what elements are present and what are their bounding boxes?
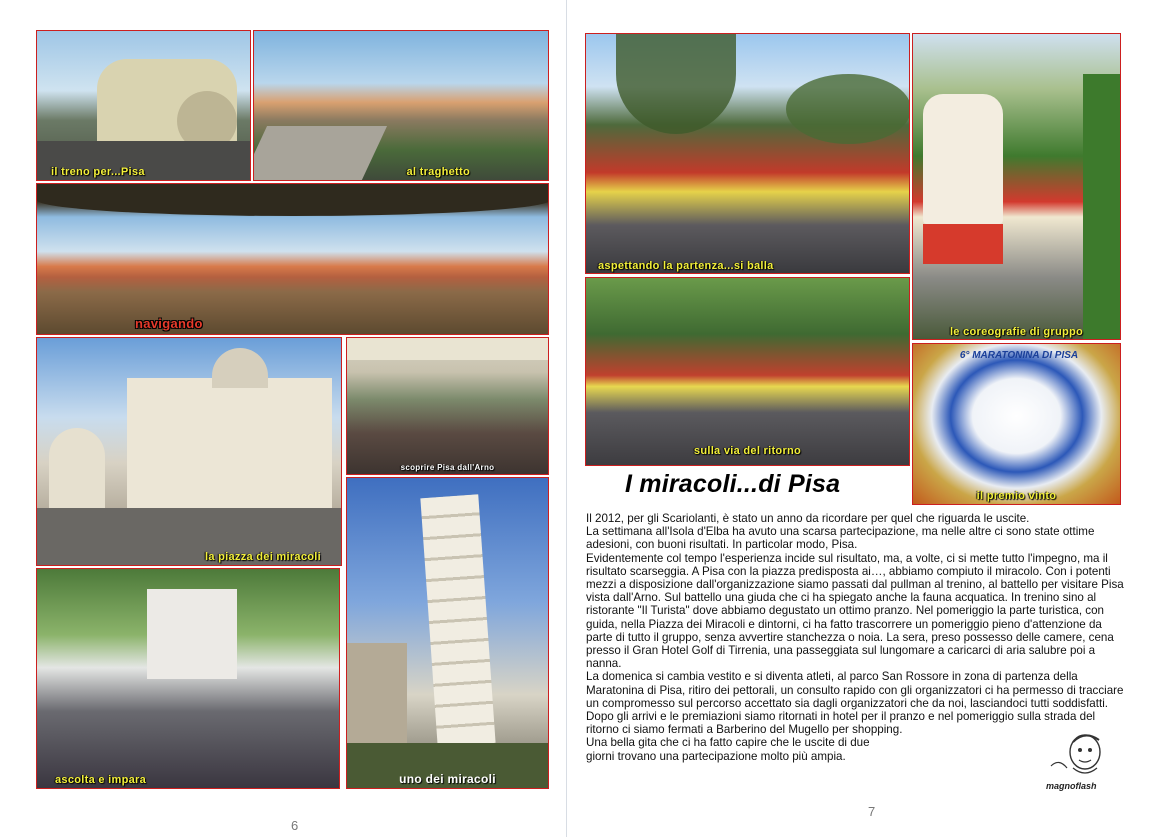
page-title: I miracoli...di Pisa <box>625 470 841 498</box>
right-page <box>567 0 1151 837</box>
photo-coreografie <box>912 33 1121 340</box>
page-number: 6 <box>291 818 299 833</box>
photo-traghetto <box>253 30 549 181</box>
article-paragraph: Il 2012, per gli Scariolanti, è stato un anno da ricordare per quel che riguarda le uscite. <box>586 512 1030 525</box>
article-paragraph: La domenica si cambia vestito e si diventa atleti, al parco San Rossore in zona di partenza della Maratonina di Pisa, ritiro dei pettorali, un consulto rapido con gli organizzatori ci ha permesso di tracciare un compromesso sul percorso accettato sia dagli organizzatori che da noi, lasciandoci tutti soddisfatti. Dopo gli arrivi e le premiazioni siamo ritornati in hotel per il pranzo e nel pomeriggio sulla strada del ritorno ci siamo fermati a Barberino del Mugello per shopping. <box>586 670 1124 737</box>
caption: al traghetto <box>406 166 470 178</box>
caption: il premio vinto <box>976 490 1057 502</box>
photo-partenza <box>585 33 910 274</box>
caption: aspettando la partenza...si balla <box>598 260 774 272</box>
article-paragraph: giorni trovano una partecipazione molto più ampia. <box>586 749 846 763</box>
article-paragraph: Una bella gita che ci ha fatto capire che le uscite di due <box>586 736 870 750</box>
caption: uno dei miracoli <box>399 772 496 786</box>
caricature-icon <box>1045 728 1115 783</box>
photo-battello <box>346 337 549 475</box>
article-body <box>586 512 1131 763</box>
caption: la piazza dei miracoli <box>204 551 321 563</box>
photo-ascolta <box>36 568 340 789</box>
page-number: 7 <box>868 804 876 819</box>
article-paragraph: La settimana all'Isola d'Elba ha avuto una scarsa partecipazione, ma nelle altre ci sono state ottime adesioni, con buoni risultati. In particolar modo, Pisa. <box>586 525 1095 552</box>
vase-label: 6° MARATONINA DI PISA <box>959 350 1079 361</box>
photo-ritorno <box>585 277 910 466</box>
photo-navigando <box>36 183 549 335</box>
photo-premio <box>912 343 1121 505</box>
left-page <box>0 0 567 837</box>
photo-treno <box>36 30 251 181</box>
caption: il treno per...Pisa <box>51 166 145 178</box>
caption: navigando <box>135 316 203 331</box>
caption: ascolta e impara <box>55 774 147 786</box>
caption: sulla via del ritorno <box>693 445 802 457</box>
photo-piazza <box>36 337 342 566</box>
article-paragraph: Evidentemente col tempo l'esperienza incide sul risultato, ma, a volte, ci si mette tutto l'impegno, ma il risultato scarseggia. A Pisa con la piazza predisposta ai…, abbiamo compiuto il miracolo. Con i potenti mezzi a disposizione dall'organizzazione siamo passati dal pullman al trenino, al battello per visitare Pisa vista dall'Arno. Sul battello una giuda che ci ha spiegato anche la fauna acquatica. In trenino sino al ristorante "Il Turista" dove abbiamo degustato un ottimo pranzo. Nel pomeriggio la parte turistica, con guida, nella Piazza dei Miracoli e dintorni, ci ha fatto trascorrere un pomeriggio pieno d'attenzione da parte di tutto il gruppo, senza avvertire stanchezza o noia. La sera, preso possesso delle camere, cena presso il Gran Hotel Golf di Tirrenia, una passeggiata sul lungomare a caricarci di aria salubre poi a nanna. <box>586 551 1124 671</box>
photo-miracoli <box>346 477 549 789</box>
signature: magnoflash <box>1046 781 1097 791</box>
caption: scoprire Pisa dall'Arno <box>400 463 495 472</box>
caption: le coreografie di gruppo <box>949 326 1084 338</box>
